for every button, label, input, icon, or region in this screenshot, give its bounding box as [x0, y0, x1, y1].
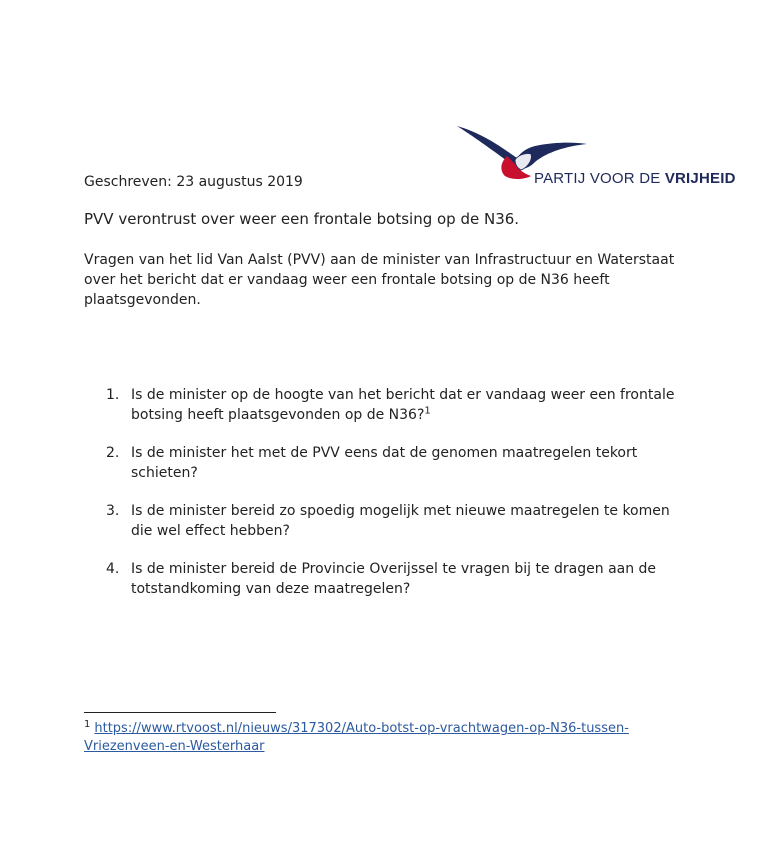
question-item [84, 443, 694, 483]
question-item [84, 501, 694, 541]
question-number: 2. [106, 445, 120, 461]
footnote-link[interactable]: https://www.rtvoost.nl/nieuws/317302/Auto-botst-op-vrachtwagen-op-N36-tussen-Vriezenveen-en-Westerhaar [84, 721, 629, 754]
footnote-mark: 1 [84, 718, 91, 730]
page-title: PVV verontrust over weer een frontale botsing op de N36. [84, 210, 520, 228]
logo-text: PARTIJ VOOR DE VRIJHEID [534, 170, 736, 187]
footnote [84, 720, 684, 756]
footnote-reference[interactable]: 1 [424, 405, 431, 417]
question-text: Is de minister op de hoogte van het bericht dat er vandaag weer een frontale botsing heeft plaatsgevonden op de N36? [131, 387, 675, 423]
question-item [84, 385, 694, 425]
question-text: Is de minister bereid zo spoedig mogelijk met nieuwe maatregelen te komen die wel effect hebben? [131, 503, 670, 539]
question-number: 3. [106, 503, 120, 519]
question-number: 4. [106, 561, 120, 577]
pvv-logo [455, 122, 755, 190]
intro-paragraph: Vragen van het lid Van Aalst (PVV) aan de minister van Infrastructuur en Waterstaat over het bericht dat er vandaag weer een frontale botsing op de N36 heeft plaatsgevonden. [84, 252, 675, 308]
question-text: Is de minister bereid de Provincie Overijssel te vragen bij te dragen aan de totstandkoming van deze maatregelen? [131, 561, 657, 597]
question-item [84, 559, 694, 599]
question-number: 1. [106, 387, 120, 403]
footnote-separator [84, 712, 276, 713]
written-date: Geschreven: 23 augustus 2019 [84, 174, 303, 190]
questions-list [84, 385, 694, 617]
question-text: Is de minister het met de PVV eens dat de genomen maatregelen tekort schieten? [131, 445, 638, 481]
